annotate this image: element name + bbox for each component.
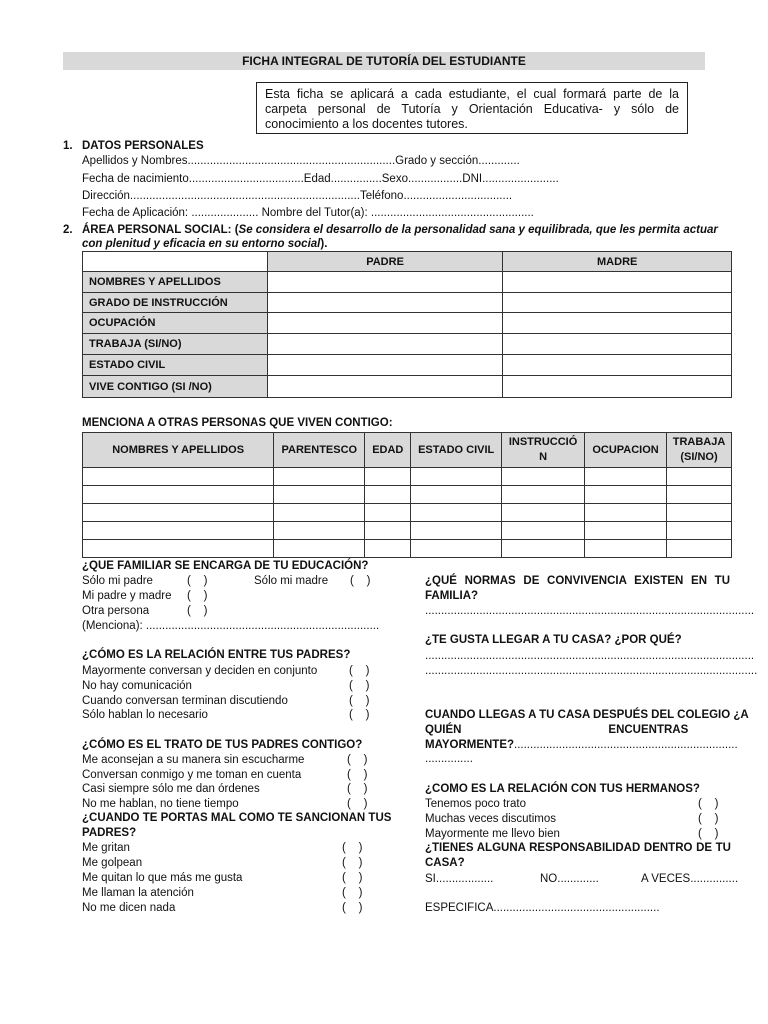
responsibility-no[interactable]: NO.............: [540, 873, 599, 885]
section2-heading-cont: [82, 237, 327, 251]
table-cell[interactable]: [274, 504, 365, 522]
opt-treatment-3: Casi siempre sólo me dan órdenes: [82, 783, 260, 795]
opt-relation-4: Sólo hablan lo necesario: [82, 709, 208, 721]
others-table: [82, 432, 732, 558]
q-responsibility-cont: CASA?: [425, 857, 465, 869]
opt-treatment-1: Me aconsejan a su manera sin escucharme: [82, 754, 305, 766]
check-sanction-5[interactable]: ( ): [342, 902, 363, 914]
opt-relation-2: No hay comunicación: [82, 680, 192, 692]
check-otra-persona[interactable]: ( ): [187, 605, 208, 617]
opt-sanction-2: Me golpean: [82, 857, 143, 869]
q-parents-relation: ¿CÓMO ES LA RELACIÓN ENTRE TUS PADRES?: [82, 649, 351, 661]
row-label-ocupacion: OCUPACIÓN: [83, 313, 268, 334]
row-label-vive-contigo: VIVE CONTIGO (SI /NO): [83, 376, 268, 398]
q-who-at-home-end: [425, 738, 738, 752]
col-trabaja: TRABAJA (SI/NO): [667, 433, 732, 468]
table-cell[interactable]: [411, 540, 502, 558]
check-treatment-2[interactable]: ( ): [347, 769, 368, 781]
table-cell[interactable]: [274, 486, 365, 504]
opt-relation-3: Cuando conversan terminan discutiendo: [82, 695, 288, 707]
madre-cell[interactable]: [503, 334, 732, 355]
table-cell[interactable]: [274, 522, 365, 540]
page-title: FICHA INTEGRAL DE TUTORÍA DEL ESTUDIANTE: [242, 54, 526, 68]
table-cell[interactable]: [585, 486, 667, 504]
address-phone-line[interactable]: Dirección........................................................................Teléfono..................................: [82, 190, 513, 202]
q-family-rules: ¿QUÉ NORMAS DE CONVIVENCIA EXISTEN EN TU: [425, 575, 730, 587]
check-relation-4[interactable]: ( ): [349, 709, 370, 721]
madre-cell[interactable]: [503, 376, 732, 398]
table-row: [83, 486, 732, 504]
table-cell[interactable]: [411, 486, 502, 504]
table-cell[interactable]: [502, 504, 585, 522]
others-title: MENCIONA A OTRAS PERSONAS QUE VIVEN CONTIGO:: [82, 417, 393, 429]
table-cell[interactable]: [502, 468, 585, 486]
section2-desc-b: con plenitud y eficacia en su entorno social: [82, 238, 321, 250]
table-cell[interactable]: [365, 504, 411, 522]
col-instruccion: INSTRUCCIÓ N: [502, 433, 585, 468]
table-cell[interactable]: [667, 522, 732, 540]
title-bar: [63, 52, 705, 70]
table-cell[interactable]: [365, 468, 411, 486]
q-sanctions: ¿CUANDO TE PORTAS MAL COMO TE SANCIONAN TUS: [82, 812, 392, 824]
section2-desc-a: Se considera el desarrollo de la personalidad sana y equilibrada, que les permita actuar: [238, 224, 718, 236]
q-parents-treatment: ¿CÓMO ES EL TRATO DE TUS PADRES CONTIGO?: [82, 739, 363, 751]
opt-sanction-5: No me dicen nada: [82, 902, 176, 914]
opt-treatment-4: No me hablan, no tiene tiempo: [82, 798, 239, 810]
table-cell[interactable]: [502, 486, 585, 504]
table-row: [83, 504, 732, 522]
table-cell[interactable]: [667, 486, 732, 504]
padre-cell[interactable]: [267, 334, 503, 355]
application-tutor-line[interactable]: Fecha de Aplicación: ..................... Nombre del Tutor(a): ...................................................: [82, 207, 534, 219]
parents-corner-cell: [83, 252, 268, 272]
q-responsibility: ¿TIENES ALGUNA RESPONSABILIDAD DENTRO DE TU: [425, 842, 731, 854]
table-cell[interactable]: [585, 504, 667, 522]
like-home-line-2[interactable]: ........................................................................................................: [425, 665, 758, 677]
q-sanctions-cont: PADRES?: [82, 827, 137, 839]
check-siblings-3[interactable]: ( ): [698, 828, 719, 840]
opt-sanction-4: Me llaman la atención: [82, 887, 194, 899]
q-family-education: ¿QUE FAMILIAR SE ENCARGA DE TU EDUCACIÓN?: [82, 560, 369, 572]
opt-siblings-1: Tenemos poco trato: [425, 798, 527, 810]
table-cell[interactable]: [411, 468, 502, 486]
col-ocupacion: OCUPACION: [585, 433, 667, 468]
padre-cell[interactable]: [267, 313, 503, 334]
like-home-line-1[interactable]: .......................................................................................................: [425, 650, 755, 662]
who-at-home-dots[interactable]: ......................................................................: [514, 739, 738, 751]
table-cell[interactable]: [585, 468, 667, 486]
q-siblings: ¿COMO ES LA RELACIÓN CON TUS HERMANOS?: [425, 783, 700, 795]
table-cell[interactable]: [411, 522, 502, 540]
col-nombres: NOMBRES Y APELLIDOS: [83, 433, 274, 468]
mention-line[interactable]: (Menciona): .........................................................................: [82, 620, 380, 632]
opt-solo-madre: Sólo mi madre: [254, 575, 329, 587]
check-padre-madre[interactable]: ( ): [187, 590, 208, 602]
col-edad: EDAD: [365, 433, 411, 468]
row-label-nombres: NOMBRES Y APELLIDOS: [83, 272, 268, 293]
section2-title: ÁREA PERSONAL SOCIAL: (: [82, 224, 239, 236]
check-sanction-1[interactable]: ( ): [342, 842, 363, 854]
section1-number: 1.: [63, 140, 73, 152]
opt-sanction-1: Me gritan: [82, 842, 130, 854]
padre-cell[interactable]: [267, 376, 503, 398]
check-relation-3[interactable]: ( ): [349, 695, 370, 707]
table-cell[interactable]: [83, 504, 274, 522]
section1-title: DATOS PERSONALES: [82, 140, 204, 152]
table-cell[interactable]: [83, 486, 274, 504]
madre-cell[interactable]: [503, 313, 732, 334]
q-family-rules-cont: FAMILIA?: [425, 590, 479, 602]
section2-number: 2.: [63, 224, 73, 236]
responsibility-si[interactable]: SI..................: [425, 873, 494, 885]
responsibility-a-veces[interactable]: A VECES...............: [641, 873, 739, 885]
row-label-trabaja: TRABAJA (SI/NO): [83, 334, 268, 355]
check-treatment-4[interactable]: ( ): [347, 798, 368, 810]
padre-cell[interactable]: [267, 293, 503, 313]
q-who-at-home-cont: QUIÉN ENCUENTRAS: [425, 724, 689, 736]
table-cell[interactable]: [83, 540, 274, 558]
responsibility-specify[interactable]: ESPECIFICA....................................................: [425, 902, 660, 914]
table-cell[interactable]: [667, 540, 732, 558]
opt-sanction-3: Me quitan lo que más me gusta: [82, 872, 243, 884]
col-padre: PADRE: [267, 252, 503, 272]
notice-box: Esta ficha se aplicará a cada estudiante, el cual formará parte de la carpeta personal de Tutoría y Orientación Educativa- y sólo de conocimiento a los docentes tutores.: [256, 82, 688, 134]
col-madre: MADRE: [503, 252, 732, 272]
q-like-home: ¿TE GUSTA LLEGAR A TU CASA? ¿POR QUÉ?: [425, 634, 682, 646]
table-cell[interactable]: [502, 540, 585, 558]
check-siblings-2[interactable]: ( ): [698, 813, 719, 825]
opt-solo-padre: Sólo mi padre: [82, 575, 153, 587]
table-row: [83, 540, 732, 558]
padre-cell[interactable]: [267, 355, 503, 376]
check-sanction-4[interactable]: ( ): [342, 887, 363, 899]
names-grade-line[interactable]: Apellidos y Nombres.................................................................Grado y sección.............: [82, 155, 520, 167]
row-label-estado-civil: ESTADO CIVIL: [83, 355, 268, 376]
opt-siblings-3: Mayormente me llevo bien: [425, 828, 560, 840]
opt-otra-persona: Otra persona: [82, 605, 150, 617]
table-cell[interactable]: [274, 468, 365, 486]
table-cell[interactable]: [274, 540, 365, 558]
table-cell[interactable]: [585, 540, 667, 558]
opt-treatment-2: Conversan conmigo y me toman en cuenta: [82, 769, 302, 781]
table-cell[interactable]: [83, 522, 274, 540]
birth-age-line[interactable]: Fecha de nacimiento....................................Edad................Sexo.................DNI........................: [82, 173, 559, 185]
check-relation-2[interactable]: ( ): [349, 680, 370, 692]
section2-desc-close: ).: [320, 238, 328, 250]
who-at-home-line[interactable]: ...............: [425, 753, 473, 765]
table-cell[interactable]: [365, 522, 411, 540]
check-relation-1[interactable]: ( ): [349, 665, 370, 677]
check-treatment-3[interactable]: ( ): [347, 783, 368, 795]
table-cell[interactable]: [365, 486, 411, 504]
check-sanction-2[interactable]: ( ): [342, 857, 363, 869]
parents-table: [82, 251, 732, 398]
col-estado-civil: ESTADO CIVIL: [411, 433, 502, 468]
table-cell[interactable]: [411, 504, 502, 522]
check-solo-madre[interactable]: ( ): [350, 575, 371, 587]
table-cell[interactable]: [667, 468, 732, 486]
check-sanction-3[interactable]: ( ): [342, 872, 363, 884]
check-treatment-1[interactable]: ( ): [347, 754, 368, 766]
opt-relation-1: Mayormente conversan y deciden en conjunto: [82, 665, 318, 677]
table-cell[interactable]: [667, 504, 732, 522]
table-cell[interactable]: [502, 522, 585, 540]
opt-padre-madre: Mi padre y madre: [82, 590, 172, 602]
table-cell[interactable]: [585, 522, 667, 540]
madre-cell[interactable]: [503, 293, 732, 313]
table-cell[interactable]: [365, 540, 411, 558]
col-parentesco: PARENTESCO: [274, 433, 365, 468]
madre-cell[interactable]: [503, 355, 732, 376]
q-who-at-home-mayormente: MAYORMENTE?: [425, 739, 515, 751]
table-cell[interactable]: [83, 468, 274, 486]
table-row: [83, 522, 732, 540]
check-siblings-1[interactable]: ( ): [698, 798, 719, 810]
row-label-grado: GRADO DE INSTRUCCIÓN: [83, 293, 268, 313]
check-solo-padre[interactable]: ( ): [187, 575, 208, 587]
madre-cell[interactable]: [503, 272, 732, 293]
padre-cell[interactable]: [267, 272, 503, 293]
family-rules-line[interactable]: .......................................................................................................: [425, 605, 755, 617]
table-row: [83, 468, 732, 486]
opt-siblings-2: Muchas veces discutimos: [425, 813, 557, 825]
q-who-at-home: CUANDO LLEGAS A TU CASA DESPUÉS DEL COLEGIO ¿A: [425, 709, 749, 721]
section2-heading: [82, 223, 718, 237]
